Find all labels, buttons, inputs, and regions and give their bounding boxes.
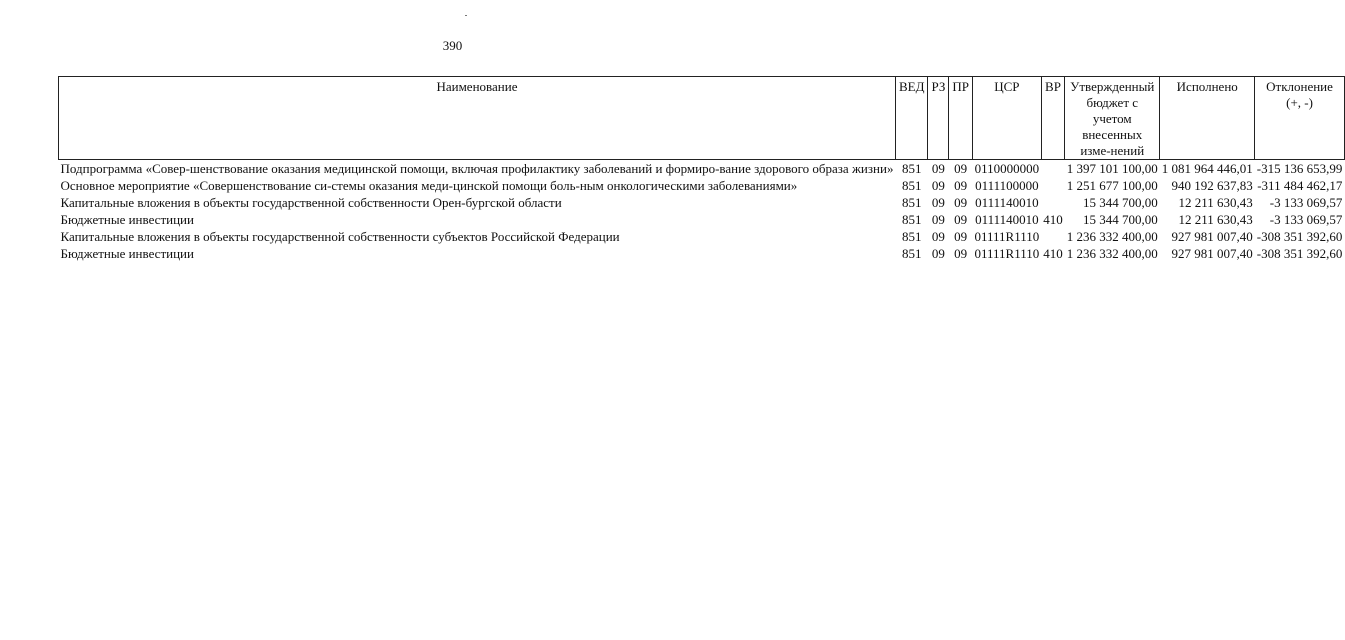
row-executed: 12 211 630,43	[1178, 212, 1253, 227]
row-approved: 15 344 700,00	[1082, 212, 1158, 227]
row-name: Капитальные вложения в объекты государственной собственности субъектов Российской Федерации	[60, 229, 620, 244]
row-pr: 09	[954, 195, 968, 210]
row-vr	[1041, 228, 1065, 245]
row-executed: 12 211 630,43	[1178, 195, 1253, 210]
row-csr: 01111R1110	[974, 246, 1040, 261]
row-vr: 410	[1043, 246, 1063, 261]
row-executed: 940 192 637,83	[1171, 178, 1253, 193]
table-row	[59, 177, 1345, 194]
row-name: Подпрограмма «Совер-шенствование оказания медицинской помощи, включая профилактику заболеваний и формиро-вание здорового образа жизни»	[60, 161, 894, 176]
row-ved: 851	[901, 212, 922, 227]
table-row	[59, 211, 1345, 228]
row-approved: 1 236 332 400,00	[1066, 246, 1158, 261]
row-rz: 09	[931, 178, 945, 193]
row-approved: 1 236 332 400,00	[1066, 229, 1158, 244]
row-csr: 0111100000	[975, 178, 1039, 193]
row-ved: 851	[901, 178, 922, 193]
header-approved-budget: Утвержденный бюджет с учетом внесенных изме-нений	[1065, 77, 1160, 160]
row-csr: 0111140010	[975, 195, 1039, 210]
row-csr: 01111R1110	[974, 229, 1040, 244]
row-csr: 0110000000	[974, 161, 1040, 176]
row-executed: 927 981 007,40	[1171, 229, 1253, 244]
table-row	[59, 194, 1345, 211]
budget-execution-table	[58, 76, 1345, 262]
page-number: 390	[442, 38, 463, 53]
row-name: Основное мероприятие «Совершенствование си-стемы оказания меди-цинской помощи боль-ным онкологическими заболеваниями»	[60, 178, 798, 193]
header-executed: Исполнено	[1160, 77, 1255, 160]
header-rz: РЗ	[928, 77, 949, 160]
table-row	[59, 228, 1345, 245]
row-vr	[1041, 194, 1065, 211]
row-name: Капитальные вложения в объекты государственной собственности Орен-бургской области	[60, 195, 562, 210]
row-executed: 927 981 007,40	[1171, 246, 1253, 261]
row-ved: 851	[901, 161, 922, 176]
row-pr: 09	[954, 161, 968, 176]
row-vr	[1041, 177, 1065, 194]
row-deviation: -308 351 392,60	[1256, 229, 1343, 244]
row-rz: 09	[931, 212, 945, 227]
row-deviation: -311 484 462,17	[1257, 178, 1343, 193]
row-deviation: -3 133 069,57	[1269, 212, 1343, 227]
row-rz: 09	[931, 246, 945, 261]
header-csr: ЦСР	[972, 77, 1041, 160]
row-vr: 410	[1043, 212, 1063, 227]
row-approved: 1 251 677 100,00	[1066, 178, 1158, 193]
row-rz: 09	[931, 229, 945, 244]
row-pr: 09	[954, 246, 968, 261]
row-rz: 09	[931, 161, 945, 176]
row-executed: 1 081 964 446,01	[1161, 161, 1253, 176]
row-name: Бюджетные инвестиции	[60, 246, 194, 261]
table-row	[59, 245, 1345, 262]
row-approved: 1 397 101 100,00	[1066, 161, 1158, 176]
header-name: Наименование	[59, 77, 896, 160]
row-deviation: -3 133 069,57	[1269, 195, 1343, 210]
row-ved: 851	[901, 195, 922, 210]
row-vr	[1041, 160, 1065, 178]
row-ved: 851	[901, 229, 922, 244]
row-pr: 09	[954, 212, 968, 227]
row-name: Бюджетные инвестиции	[60, 212, 194, 227]
row-deviation: -315 136 653,99	[1256, 161, 1343, 176]
scan-speck	[465, 15, 467, 16]
row-pr: 09	[954, 229, 968, 244]
table-row	[59, 160, 1345, 178]
table-header-row	[59, 77, 1345, 160]
row-deviation: -308 351 392,60	[1256, 246, 1343, 261]
row-rz: 09	[931, 195, 945, 210]
row-approved: 15 344 700,00	[1082, 195, 1158, 210]
row-csr: 0111140010	[975, 212, 1039, 227]
header-ved: ВЕД	[895, 77, 927, 160]
header-vr: ВР	[1041, 77, 1065, 160]
row-ved: 851	[901, 246, 922, 261]
row-pr: 09	[954, 178, 968, 193]
header-pr: ПР	[949, 77, 973, 160]
header-deviation: Отклонение (+, -)	[1255, 77, 1345, 160]
